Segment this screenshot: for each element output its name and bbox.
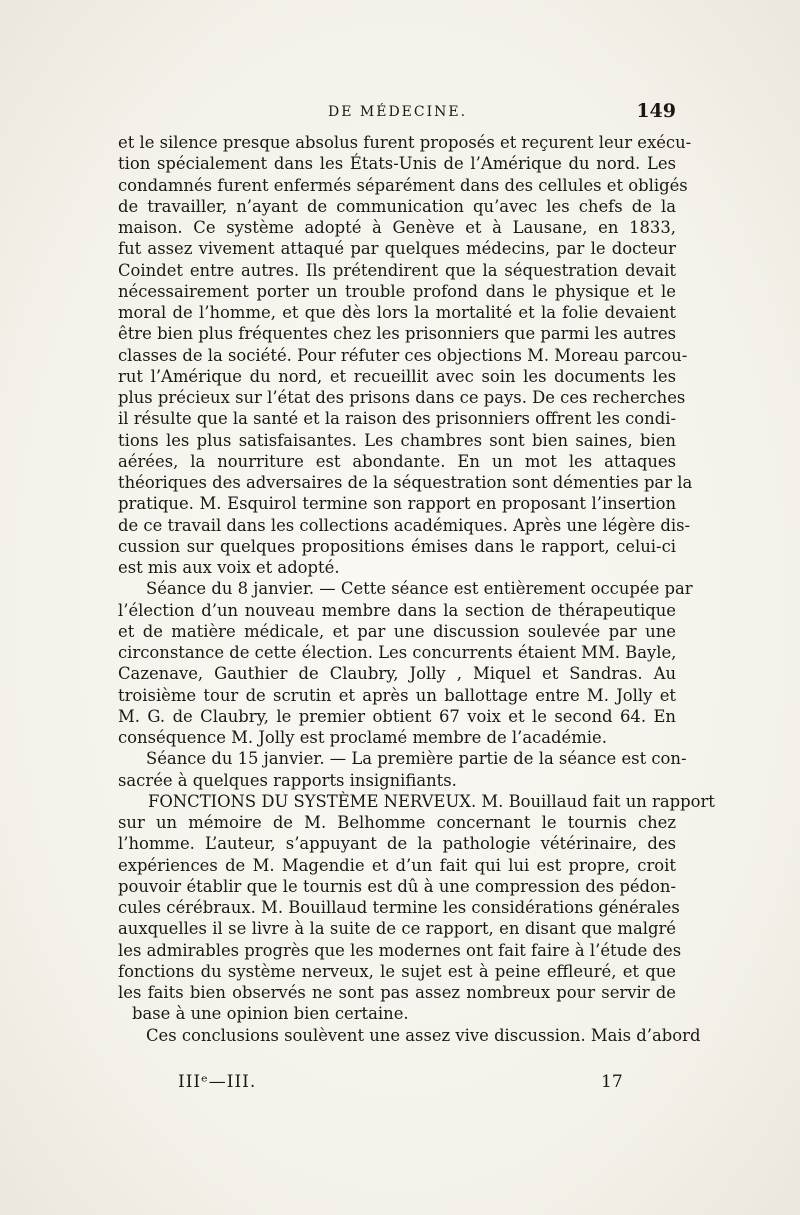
text-line: sacrée à quelques rapports insignifiants. bbox=[118, 770, 457, 790]
text-line: plus précieux sur l’état des prisons dans ce pays. De ces recherches bbox=[118, 388, 686, 407]
text-line: l’élection d’un nouveau membre dans la section de thérapeutique bbox=[118, 600, 676, 620]
text-line: classes de la société. Pour réfuter ces objections M. Moreau parcou- bbox=[118, 345, 688, 365]
sheet-number: 17 bbox=[601, 1072, 623, 1092]
text-line: Cazenave, Gauthier de Claubry, Jolly , Miquel et Sandras. Au bbox=[118, 664, 676, 684]
text-line: aérées, la nourriture est abondante. En un mot les attaques bbox=[118, 451, 676, 471]
running-title: DE MÉDECINE. bbox=[328, 104, 468, 120]
page-number: 149 bbox=[636, 100, 676, 122]
text-line: les faits bien observés ne sont pas assez nombreux pour servir de bbox=[118, 983, 676, 1002]
text-line: Ces conclusions soulèvent une assez vive discussion. Mais d’abord bbox=[146, 1025, 701, 1045]
text-line: moral de l’homme, et que dès lors la mortalité et la folie devaient bbox=[118, 303, 676, 322]
text-line: est mis aux voix et adopté. bbox=[118, 558, 340, 577]
text-line: expériences de M. Magendie et d’un fait qui lui est propre, croit bbox=[118, 855, 676, 875]
text-line: l’homme. L’auteur, s’appuyant de la pathologie vétérinaire, des bbox=[118, 834, 676, 854]
text-line: de ce travail dans les collections académiques. Après une légère dis- bbox=[118, 515, 691, 535]
text-line: fonctions du système nerveux, le sujet est à peine effleuré, et que bbox=[118, 961, 676, 981]
text-line: FONCTIONS DU SYSTÈME NERVEUX. M. Bouillaud fait un rapport bbox=[148, 791, 715, 811]
text-line: Séance du 15 janvier. — La première partie de la séance est con- bbox=[146, 749, 687, 769]
text-line: et le silence presque absolus furent proposés et reçurent leur exécu- bbox=[118, 133, 692, 152]
text-line: tion spécialement dans les États-Unis de l’Amérique du nord. Les bbox=[118, 154, 676, 174]
text-line: auxquelles il se livre à la suite de ce rapport, en disant que malgré bbox=[118, 919, 676, 939]
text-line: être bien plus fréquentes chez les prisonniers que parmi les autres bbox=[118, 324, 676, 344]
text-line: nécessairement porter un trouble profond dans le physique et le bbox=[118, 281, 676, 301]
text-line: sur un mémoire de M. Belhomme concernant le tournis chez bbox=[118, 813, 676, 832]
text-line: conséquence M. Jolly est proclamé membre de l’académie. bbox=[118, 728, 607, 747]
text-line: rut l’Amérique du nord, et recueillit avec soin les documents les bbox=[118, 366, 676, 386]
body-text bbox=[118, 132, 715, 1046]
text-line: pratique. M. Esquirol termine son rapport en proposant l’insertion bbox=[118, 494, 676, 514]
text-line: maison. Ce système adopté à Genève et à Lausane, en 1833, bbox=[118, 218, 676, 237]
text-line: cussion sur quelques propositions émises dans le rapport, celui-ci bbox=[118, 536, 676, 556]
text-line: théoriques des adversaires de la séquestration sont démenties par la bbox=[118, 473, 693, 492]
text-line: pouvoir établir que le tournis est dû à une compression des pédon- bbox=[118, 876, 676, 896]
text-line: et de matière médicale, et par une discussion soulevée par une bbox=[118, 621, 676, 641]
text-line: Séance du 8 janvier. — Cette séance est entièrement occupée par bbox=[146, 579, 693, 599]
text-line: il résulte que la santé et la raison des prisonniers offrent les condi- bbox=[118, 409, 676, 429]
text-line: les admirables progrès que les modernes ont fait faire à l’étude des bbox=[118, 940, 682, 960]
text-line: Coindet entre autres. Ils prétendirent que la séquestration devait bbox=[118, 260, 676, 280]
text-line: cules cérébraux. M. Bouillaud termine les considérations générales bbox=[118, 898, 680, 917]
text-line: troisième tour de scrutin et après un ballottage entre M. Jolly et bbox=[118, 685, 676, 705]
text-line: M. G. de Claubry, le premier obtient 67 voix et le second 64. En bbox=[118, 706, 676, 726]
text-line: de travailler, n’ayant de communication qu’avec les chefs de la bbox=[118, 196, 676, 216]
signature-mark: IIIᵉ—III. bbox=[178, 1072, 257, 1092]
text-line: condamnés furent enfermés séparément dans des cellules et obligés bbox=[118, 175, 688, 195]
text-line: circonstance de cette élection. Les concurrents étaient MM. Bayle, bbox=[118, 643, 677, 662]
page-footer bbox=[118, 1072, 676, 1096]
text-line: tions les plus satisfaisantes. Les chambres sont bien saines, bien bbox=[118, 430, 676, 450]
page-header bbox=[118, 100, 676, 126]
text-line: fut assez vivement attaqué par quelques médecins, par le docteur bbox=[118, 239, 676, 259]
text-line: base à une opinion bien certaine. bbox=[132, 1004, 409, 1024]
